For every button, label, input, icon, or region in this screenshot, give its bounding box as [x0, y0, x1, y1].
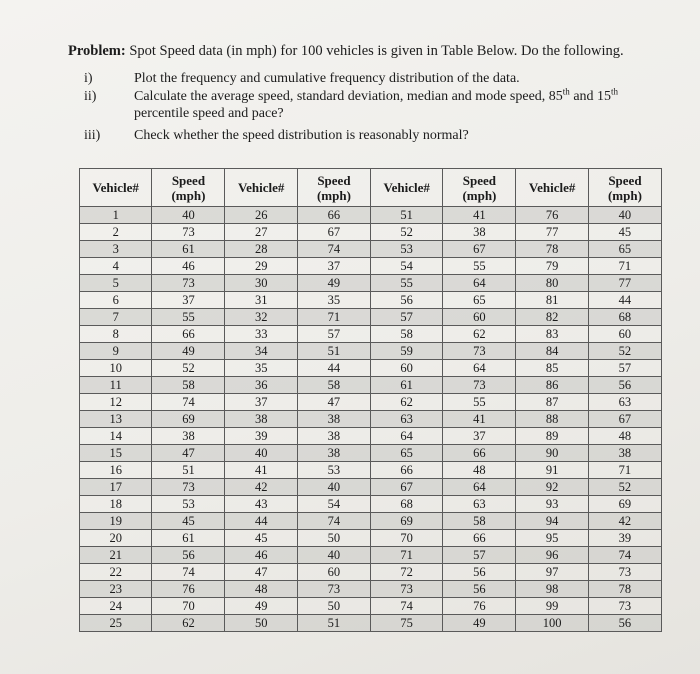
vehicle-number-cell: 58	[370, 326, 442, 343]
vehicle-number-cell: 6	[80, 292, 152, 309]
vehicle-number-cell: 63	[370, 411, 442, 428]
speed-value-cell: 50	[297, 598, 370, 615]
speed-value-cell: 73	[588, 598, 661, 615]
speed-value-cell: 65	[443, 292, 516, 309]
speed-value-cell: 48	[443, 462, 516, 479]
speed-value-cell: 53	[297, 462, 370, 479]
vehicle-number-cell: 35	[225, 360, 297, 377]
speed-value-cell: 40	[297, 547, 370, 564]
vehicle-number-cell: 40	[225, 445, 297, 462]
task-text: Plot the frequency and cumulative frequency distribution of the data.	[134, 71, 520, 86]
vehicle-number-cell: 42	[225, 479, 297, 496]
speed-value-cell: 76	[443, 598, 516, 615]
vehicle-number-cell: 10	[80, 360, 152, 377]
table-row	[80, 360, 662, 377]
speed-value-cell: 61	[152, 530, 225, 547]
vehicle-number-cell: 70	[370, 530, 442, 547]
speed-value-cell: 45	[152, 513, 225, 530]
speed-value-cell: 55	[443, 394, 516, 411]
speed-value-cell: 40	[588, 207, 661, 224]
vehicle-number-cell: 30	[225, 275, 297, 292]
speed-value-cell: 38	[443, 224, 516, 241]
vehicle-number-cell: 13	[80, 411, 152, 428]
speed-value-cell: 57	[588, 360, 661, 377]
vehicle-number-cell: 69	[370, 513, 442, 530]
speed-value-cell: 73	[588, 564, 661, 581]
vehicle-number-cell: 15	[80, 445, 152, 462]
header-speed	[297, 169, 370, 207]
speed-value-cell: 52	[152, 360, 225, 377]
speed-value-cell: 64	[443, 479, 516, 496]
vehicle-number-cell: 52	[370, 224, 442, 241]
vehicle-number-cell: 95	[516, 530, 588, 547]
header-vehicle: Vehicle#	[80, 169, 152, 207]
speed-value-cell: 49	[443, 615, 516, 632]
speed-value-cell: 78	[588, 581, 661, 598]
table-row	[80, 275, 662, 292]
vehicle-number-cell: 53	[370, 241, 442, 258]
speed-value-cell: 52	[588, 343, 661, 360]
speed-value-cell: 68	[588, 309, 661, 326]
vehicle-number-cell: 19	[80, 513, 152, 530]
task-item-1	[84, 70, 644, 88]
superscript: th	[562, 85, 570, 96]
speed-value-cell: 66	[297, 207, 370, 224]
header-vehicle: Vehicle#	[225, 169, 297, 207]
speed-value-cell: 56	[443, 581, 516, 598]
vehicle-number-cell: 75	[370, 615, 442, 632]
vehicle-number-cell: 20	[80, 530, 152, 547]
speed-value-cell: 60	[297, 564, 370, 581]
speed-value-cell: 40	[297, 479, 370, 496]
vehicle-number-cell: 92	[516, 479, 588, 496]
task-list	[84, 70, 644, 144]
speed-value-cell: 58	[152, 377, 225, 394]
speed-value-cell: 73	[443, 377, 516, 394]
task-number: i)	[84, 71, 93, 86]
speed-value-cell: 64	[443, 360, 516, 377]
vehicle-number-cell: 57	[370, 309, 442, 326]
vehicle-number-cell: 4	[80, 258, 152, 275]
vehicle-number-cell: 49	[225, 598, 297, 615]
vehicle-number-cell: 55	[370, 275, 442, 292]
speed-value-cell: 41	[443, 207, 516, 224]
speed-value-cell: 73	[152, 224, 225, 241]
table-row	[80, 394, 662, 411]
vehicle-number-cell: 5	[80, 275, 152, 292]
table-row	[80, 462, 662, 479]
speed-value-cell: 74	[588, 547, 661, 564]
speed-value-cell: 57	[297, 326, 370, 343]
vehicle-number-cell: 82	[516, 309, 588, 326]
problem-text: Spot Speed data (in mph) for 100 vehicles is given in Table Below. Do the following.	[129, 43, 624, 59]
speed-value-cell: 54	[297, 496, 370, 513]
speed-value-cell: 53	[152, 496, 225, 513]
vehicle-number-cell: 73	[370, 581, 442, 598]
vehicle-number-cell: 87	[516, 394, 588, 411]
speed-value-cell: 56	[588, 615, 661, 632]
vehicle-number-cell: 18	[80, 496, 152, 513]
speed-value-cell: 70	[152, 598, 225, 615]
vehicle-number-cell: 62	[370, 394, 442, 411]
vehicle-number-cell: 38	[225, 411, 297, 428]
speed-value-cell: 55	[443, 258, 516, 275]
speed-value-cell: 74	[297, 513, 370, 530]
vehicle-number-cell: 56	[370, 292, 442, 309]
task-item-3	[84, 127, 644, 145]
vehicle-number-cell: 16	[80, 462, 152, 479]
vehicle-number-cell: 9	[80, 343, 152, 360]
vehicle-number-cell: 44	[225, 513, 297, 530]
vehicle-number-cell: 60	[370, 360, 442, 377]
task-text-part: percentile speed and pace?	[134, 106, 284, 121]
task-text: Check whether the speed distribution is reasonably normal?	[134, 127, 469, 143]
table-row	[80, 207, 662, 224]
speed-value-cell: 73	[297, 581, 370, 598]
vehicle-number-cell: 74	[370, 598, 442, 615]
speed-value-cell: 49	[152, 343, 225, 360]
header-speed-line2: (mph)	[171, 187, 206, 203]
vehicle-number-cell: 91	[516, 462, 588, 479]
vehicle-number-cell: 41	[225, 462, 297, 479]
vehicle-number-cell: 99	[516, 598, 588, 615]
header-vehicle: Vehicle#	[370, 169, 442, 207]
speed-value-cell: 71	[588, 258, 661, 275]
speed-value-cell: 47	[152, 445, 225, 462]
speed-value-cell: 64	[443, 275, 516, 292]
speed-value-cell: 56	[588, 377, 661, 394]
vehicle-number-cell: 31	[225, 292, 297, 309]
speed-value-cell: 48	[588, 428, 661, 445]
vehicle-number-cell: 25	[80, 615, 152, 632]
speed-value-cell: 44	[297, 360, 370, 377]
speed-value-cell: 45	[588, 224, 661, 241]
speed-value-cell: 74	[297, 241, 370, 258]
speed-value-cell: 74	[152, 564, 225, 581]
table-row	[80, 326, 662, 343]
table-row	[80, 241, 662, 258]
speed-value-cell: 76	[152, 581, 225, 598]
vehicle-number-cell: 93	[516, 496, 588, 513]
vehicle-number-cell: 65	[370, 445, 442, 462]
header-speed-line1: Speed	[317, 172, 351, 188]
vehicle-number-cell: 8	[80, 326, 152, 343]
speed-value-cell: 51	[152, 462, 225, 479]
vehicle-number-cell: 59	[370, 343, 442, 360]
table-row	[80, 496, 662, 513]
problem-statement	[68, 42, 668, 60]
speed-value-cell: 56	[443, 564, 516, 581]
vehicle-number-cell: 28	[225, 241, 297, 258]
vehicle-number-cell: 96	[516, 547, 588, 564]
vehicle-number-cell: 1	[80, 207, 152, 224]
speed-value-cell: 47	[297, 394, 370, 411]
header-speed-line1: Speed	[462, 172, 497, 188]
speed-value-cell: 63	[443, 496, 516, 513]
table-row	[80, 224, 662, 241]
vehicle-number-cell: 54	[370, 258, 442, 275]
header-speed-line1: Speed	[171, 172, 206, 188]
speed-value-cell: 49	[297, 275, 370, 292]
vehicle-number-cell: 90	[516, 445, 588, 462]
vehicle-number-cell: 85	[516, 360, 588, 377]
table-row	[80, 411, 662, 428]
vehicle-number-cell: 80	[516, 275, 588, 292]
vehicle-number-cell: 3	[80, 241, 152, 258]
superscript: th	[611, 85, 619, 96]
speed-value-cell: 38	[297, 428, 370, 445]
speed-value-cell: 38	[588, 445, 661, 462]
speed-value-cell: 63	[588, 394, 661, 411]
vehicle-number-cell: 67	[370, 479, 442, 496]
speed-value-cell: 73	[152, 275, 225, 292]
vehicle-number-cell: 26	[225, 207, 297, 224]
vehicle-number-cell: 36	[225, 377, 297, 394]
speed-value-cell: 37	[297, 258, 370, 275]
table-body	[80, 207, 662, 632]
speed-value-cell: 44	[588, 292, 661, 309]
vehicle-number-cell: 84	[516, 343, 588, 360]
speed-value-cell: 57	[443, 547, 516, 564]
speed-value-cell: 39	[588, 530, 661, 547]
speed-value-cell: 67	[443, 241, 516, 258]
speed-value-cell: 60	[443, 309, 516, 326]
vehicle-number-cell: 37	[225, 394, 297, 411]
table-row	[80, 292, 662, 309]
vehicle-number-cell: 7	[80, 309, 152, 326]
vehicle-number-cell: 79	[516, 258, 588, 275]
vehicle-number-cell: 78	[516, 241, 588, 258]
speed-value-cell: 55	[152, 309, 225, 326]
speed-value-cell: 38	[152, 428, 225, 445]
speed-value-cell: 73	[443, 343, 516, 360]
task-number: iii)	[84, 127, 101, 143]
speed-value-cell: 52	[588, 479, 661, 496]
speed-value-cell: 41	[443, 411, 516, 428]
table-row	[80, 598, 662, 615]
speed-value-cell: 50	[297, 530, 370, 547]
vehicle-number-cell: 68	[370, 496, 442, 513]
vehicle-number-cell: 61	[370, 377, 442, 394]
vehicle-number-cell: 100	[516, 615, 588, 632]
vehicle-number-cell: 29	[225, 258, 297, 275]
speed-value-cell: 66	[443, 530, 516, 547]
task-text-part: Calculate the average speed, standard deviation, median and mode speed, 85	[134, 88, 563, 104]
task-text	[134, 85, 644, 123]
vehicle-number-cell: 71	[370, 547, 442, 564]
header-speed-line1: Speed	[608, 172, 642, 188]
vehicle-number-cell: 39	[225, 428, 297, 445]
speed-value-cell: 69	[152, 411, 225, 428]
speed-value-cell: 40	[152, 207, 225, 224]
speed-value-cell: 73	[152, 479, 225, 496]
speed-value-cell: 35	[297, 292, 370, 309]
speed-value-cell: 37	[443, 428, 516, 445]
vehicle-number-cell: 72	[370, 564, 442, 581]
vehicle-number-cell: 94	[516, 513, 588, 530]
speed-value-cell: 62	[443, 326, 516, 343]
header-speed-line2: (mph)	[462, 187, 497, 203]
table-row	[80, 513, 662, 530]
task-text-part: and 15	[569, 88, 612, 104]
table-row	[80, 343, 662, 360]
vehicle-number-cell: 23	[80, 581, 152, 598]
speed-value-cell: 56	[152, 547, 225, 564]
speed-value-cell: 66	[443, 445, 516, 462]
vehicle-number-cell: 46	[225, 547, 297, 564]
vehicle-number-cell: 11	[80, 377, 152, 394]
table-row	[80, 445, 662, 462]
vehicle-number-cell: 27	[225, 224, 297, 241]
vehicle-number-cell: 2	[80, 224, 152, 241]
header-speed	[588, 169, 661, 207]
vehicle-number-cell: 48	[225, 581, 297, 598]
header-speed-line2: (mph)	[316, 187, 351, 203]
vehicle-number-cell: 21	[80, 547, 152, 564]
vehicle-number-cell: 77	[516, 224, 588, 241]
speed-value-cell: 62	[152, 615, 225, 632]
vehicle-number-cell: 97	[516, 564, 588, 581]
vehicle-number-cell: 66	[370, 462, 442, 479]
speed-value-cell: 42	[588, 513, 661, 530]
vehicle-number-cell: 51	[370, 207, 442, 224]
speed-value-cell: 38	[297, 445, 370, 462]
table-row	[80, 581, 662, 598]
table-row	[80, 530, 662, 547]
vehicle-number-cell: 47	[225, 564, 297, 581]
speed-value-cell: 46	[152, 258, 225, 275]
vehicle-number-cell: 43	[225, 496, 297, 513]
speed-value-cell: 67	[588, 411, 661, 428]
vehicle-number-cell: 14	[80, 428, 152, 445]
speed-data-table	[79, 168, 662, 632]
vehicle-number-cell: 32	[225, 309, 297, 326]
speed-value-cell: 51	[297, 343, 370, 360]
table-row	[80, 547, 662, 564]
speed-value-cell: 61	[152, 241, 225, 258]
vehicle-number-cell: 45	[225, 530, 297, 547]
table-header-row	[80, 169, 662, 207]
vehicle-number-cell: 34	[225, 343, 297, 360]
speed-value-cell: 58	[297, 377, 370, 394]
task-number: ii)	[84, 88, 97, 104]
vehicle-number-cell: 81	[516, 292, 588, 309]
vehicle-number-cell: 22	[80, 564, 152, 581]
header-speed	[152, 169, 225, 207]
speed-value-cell: 60	[588, 326, 661, 343]
vehicle-number-cell: 89	[516, 428, 588, 445]
table-row	[80, 258, 662, 275]
header-speed-line2: (mph)	[607, 187, 642, 203]
table-row	[80, 309, 662, 326]
vehicle-number-cell: 64	[370, 428, 442, 445]
vehicle-number-cell: 98	[516, 581, 588, 598]
table-row	[80, 479, 662, 496]
vehicle-number-cell: 12	[80, 394, 152, 411]
vehicle-number-cell: 17	[80, 479, 152, 496]
table-row	[80, 428, 662, 445]
vehicle-number-cell: 76	[516, 207, 588, 224]
vehicle-number-cell: 86	[516, 377, 588, 394]
speed-value-cell: 66	[152, 326, 225, 343]
table-row	[80, 377, 662, 394]
problem-label: Problem:	[68, 43, 126, 59]
speed-value-cell: 71	[297, 309, 370, 326]
table-row	[80, 564, 662, 581]
speed-value-cell: 37	[152, 292, 225, 309]
header-vehicle: Vehicle#	[516, 169, 588, 207]
vehicle-number-cell: 83	[516, 326, 588, 343]
task-item-2	[84, 85, 644, 123]
speed-value-cell: 67	[297, 224, 370, 241]
vehicle-number-cell: 24	[80, 598, 152, 615]
header-speed	[443, 169, 516, 207]
vehicle-number-cell: 33	[225, 326, 297, 343]
speed-value-cell: 38	[297, 411, 370, 428]
speed-value-cell: 69	[588, 496, 661, 513]
speed-value-cell: 51	[297, 615, 370, 632]
vehicle-number-cell: 50	[225, 615, 297, 632]
table-row	[80, 615, 662, 632]
speed-value-cell: 74	[152, 394, 225, 411]
speed-value-cell: 77	[588, 275, 661, 292]
speed-value-cell: 71	[588, 462, 661, 479]
speed-value-cell: 65	[588, 241, 661, 258]
vehicle-number-cell: 88	[516, 411, 588, 428]
speed-value-cell: 58	[443, 513, 516, 530]
